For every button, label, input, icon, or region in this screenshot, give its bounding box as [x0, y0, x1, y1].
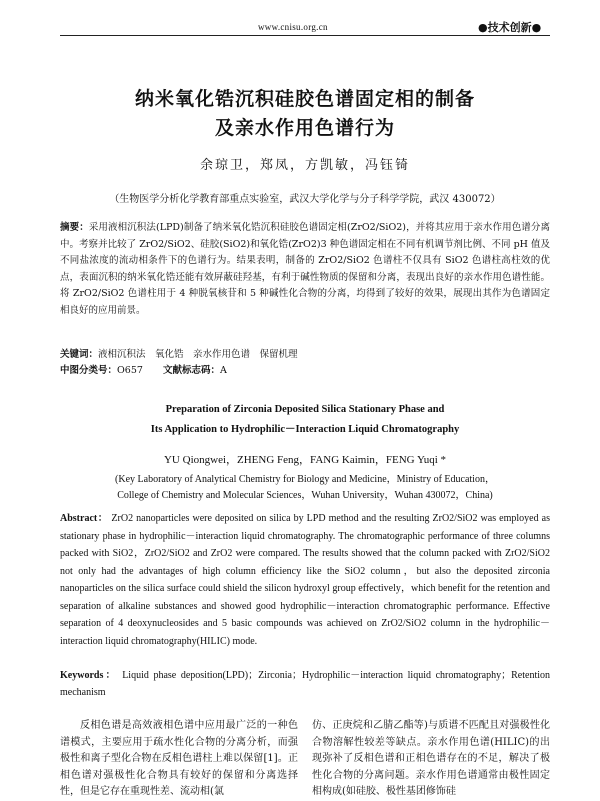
- cn-doc-value: A: [219, 365, 227, 376]
- en-keywords-label: Keywords：: [60, 670, 118, 681]
- en-title-line2: Its Application to Hydrophilic－Interaction Liquid Chromatography: [150, 424, 460, 435]
- body-column-left: [60, 718, 298, 801]
- cn-keywords: [60, 346, 550, 360]
- cn-doc-label: 文献标志码：: [162, 365, 220, 376]
- cn-abstract-text: 采用液相沉积法(LPD)制备了纳米氧化锆沉积硅胶色谱固定相(ZrO2/SiO2)，并将其应用于亲水作用色谱分离中。考察并比较了 ZrO2/SiO2、硅胶(SiO2)和氧化锆(ZrO2)3 种色谱固定相在不同有机调节剂比例、不同 pH 值及不同盐浓度的流动相条件下的色谱行为。结果表明，制备的 ZrO2/SiO2 色谱柱不仅具有 SiO2 色谱柱高柱效的优点，表面沉积的纳米氧化锆还能有效屏蔽硅羟基，有利于碱性物质的保留和分离，表现出良好的亲水作用色谱性能。将 ZrO2/SiO2 色谱柱用于 4 种脱氧核苷和 5 种碱性化合物的分离，均得到了较好的效果，展现出其作为色谱固定相良好的应用前景。: [60, 222, 550, 316]
- cn-abstract-label: 摘要：: [60, 222, 89, 233]
- journal-url: www.cnisu.org.cn: [258, 22, 328, 32]
- en-authors: YU Qiongwei，ZHENG Feng，FANG Kaimin，FENG Yuqi *: [163, 454, 446, 466]
- cn-class-label: 中图分类号：: [60, 365, 118, 376]
- cn-keywords-text: 液相沉积法 氧化锆 亲水作用色谱 保留机理: [98, 349, 298, 360]
- cn-classification: [60, 362, 550, 376]
- en-keywords-text: Liquid phase deposition(LPD)；Zirconia；Hydrophilic－interaction liquid chromatography；Retention mechanism: [60, 670, 550, 698]
- cn-class-value: O657: [117, 365, 143, 376]
- en-keywords: [60, 667, 550, 701]
- cn-keywords-label: 关键词：: [60, 349, 99, 360]
- en-abstract-text: ZrO2 nanoparticles were deposited on silica by LPD method and the resulting ZrO2/SiO2 was employed as stationary phase in hydrophilic－interaction liquid chromatography. The chromatographic performance of three columns packed with SiO2，ZrO2/SiO2 and ZrO2 were compared. The results showed that the column packed with ZrO2/SiO2 not only had the advantages of high column efficiency like the SiO2 column，but also the deposited zirconia nanoparticles on the silica surface could shield the silicon hydroxyl group effectively，which benefit for the retention and separation of alkaline substances and showed good hydrophilic－interaction chromatographic performance. Effective separation of 4 deoxynucleosides and 5 basic compounds was achieved on ZrO2/SiO2 column in the hydrophilic－interaction liquid chromatography(HILIC) mode.: [60, 513, 550, 647]
- cn-abstract: [60, 220, 550, 319]
- section-label: ●技术创新●: [478, 21, 542, 34]
- cn-title-line2: 及亲水作用色谱行为: [214, 117, 395, 139]
- en-abstract-label: Abstract：: [60, 513, 109, 524]
- en-affiliation-line2: College of Chemistry and Molecular Sciences，Wuhan University，Wuhan 430072，China): [117, 490, 493, 501]
- cn-affiliation: （生物医学分析化学教育部重点实验室，武汉大学化学与分子科学学院，武汉 430072）: [109, 194, 501, 205]
- cn-title-line1: 纳米氧化锆沉积硅胶色谱固定相的制备: [134, 88, 475, 110]
- en-abstract: [60, 510, 550, 650]
- body-paragraph-right: 仿、正庚烷和乙腈乙酯等)与质谱不匹配且对强极性化合物溶解性较差等缺点。亲水作用色谱(HILIC)的出现弥补了反相色谱和正相色谱存在的不足，解决了极性化合物的分离问题。亲水作用色谱通常由极性固定相构成(如硅胶、极性基团修饰硅: [312, 720, 550, 797]
- cn-authors: 余琼卫，郑凤，方凯敏，冯钰锜: [199, 158, 410, 173]
- body-column-right: [312, 718, 550, 801]
- body-paragraph-left: 反相色谱是高效液相色谱中应用最广泛的一种色谱模式，主要应用于疏水性化合物的分离分析，而强极性和离子型化合物在反相色谱柱上难以保留[1]。正相色谱对强极性化合物具有较好的保留和分离选择性，但是它存在重现性差、流动相(氯: [60, 720, 298, 797]
- en-affiliation-line1: (Key Laboratory of Analytical Chemistry for Biology and Medicine，Ministry of Education，: [115, 474, 495, 485]
- header-rule: [60, 35, 550, 36]
- en-title-line1: Preparation of Zirconia Deposited Silica Stationary Phase and: [165, 404, 445, 415]
